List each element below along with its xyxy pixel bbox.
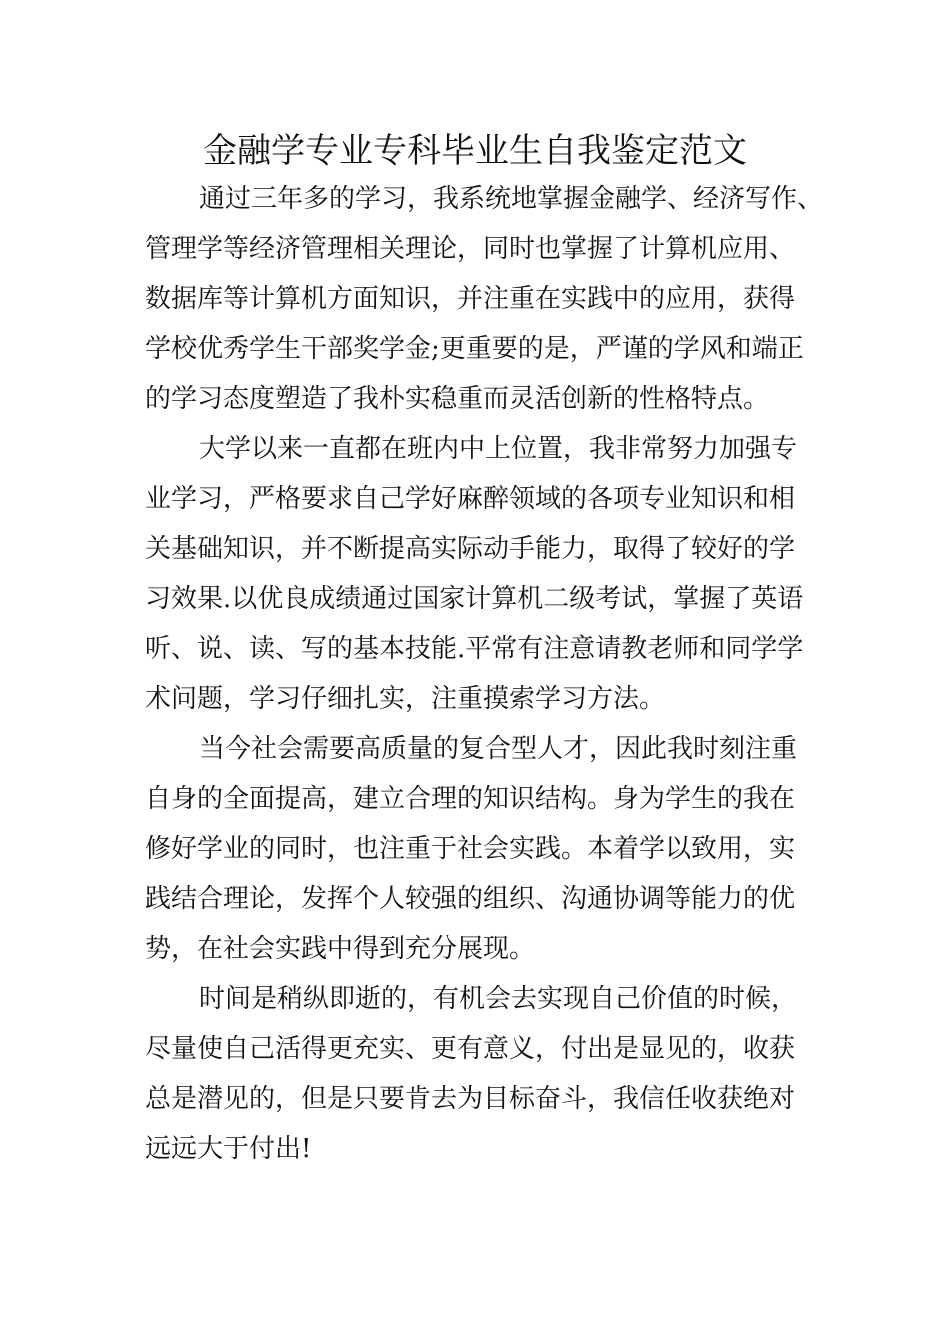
paragraph-line: 时间是稍纵即逝的，有机会去实现自己价值的时候， [199, 984, 798, 1014]
paragraph-line: 修好学业的同时，也注重于社会实践。本着学以致用，实 [145, 834, 796, 864]
paragraph-line: 践结合理论，发挥个人较强的组织、沟通协调等能力的优 [145, 884, 796, 914]
paragraph-line: 大学以来一直都在班内中上位置，我非常努力加强专 [199, 434, 798, 464]
paragraph-line: 势，在社会实践中得到充分展现。 [145, 934, 536, 964]
paragraph-line: 自身的全面提高，建立合理的知识结构。身为学生的我在 [145, 784, 796, 814]
paragraph-3 [145, 724, 825, 974]
document-title: 金融学专业专科毕业生自我鉴定范文 [203, 131, 747, 171]
paragraph-4 [145, 974, 825, 1174]
document-body [145, 174, 825, 1174]
paragraph-line: 通过三年多的学习，我系统地掌握金融学、经济写作、 [199, 184, 824, 214]
paragraph-line: 数据库等计算机方面知识，并注重在实践中的应用，获得 [145, 284, 796, 314]
paragraph-2 [145, 424, 825, 724]
paragraph-line: 总是潜见的，但是只要肯去为目标奋斗，我信任收获绝对 [145, 1084, 796, 1114]
paragraph-line: 远远大于付出! [145, 1134, 312, 1164]
paragraph-line: 当今社会需要高质量的复合型人才，因此我时刻注重 [199, 734, 798, 764]
paragraph-line: 听、说、读、写的基本技能.平常有注意请教老师和同学学 [145, 634, 804, 664]
paragraph-1 [145, 174, 825, 424]
paragraph-line: 习效果.以优良成绩通过国家计算机二级考试，掌握了英语 [145, 584, 804, 614]
paragraph-line: 的学习态度塑造了我朴实稳重而灵活创新的性格特点。 [145, 384, 770, 414]
paragraph-line: 业学习，严格要求自己学好麻醉领域的各项专业知识和相 [145, 484, 796, 514]
paragraph-line: 关基础知识，并不断提高实际动手能力，取得了较好的学 [145, 534, 796, 564]
paragraph-line: 尽量使自己活得更充实、更有意义，付出是显见的，收获 [145, 1034, 796, 1064]
paragraph-line: 学校优秀学生干部奖学金;更重要的是，严谨的学风和端正 [145, 334, 804, 364]
paragraph-line: 术问题，学习仔细扎实，注重摸索学习方法。 [145, 684, 666, 714]
paragraph-line: 管理学等经济管理相关理论，同时也掌握了计算机应用、 [145, 234, 796, 264]
